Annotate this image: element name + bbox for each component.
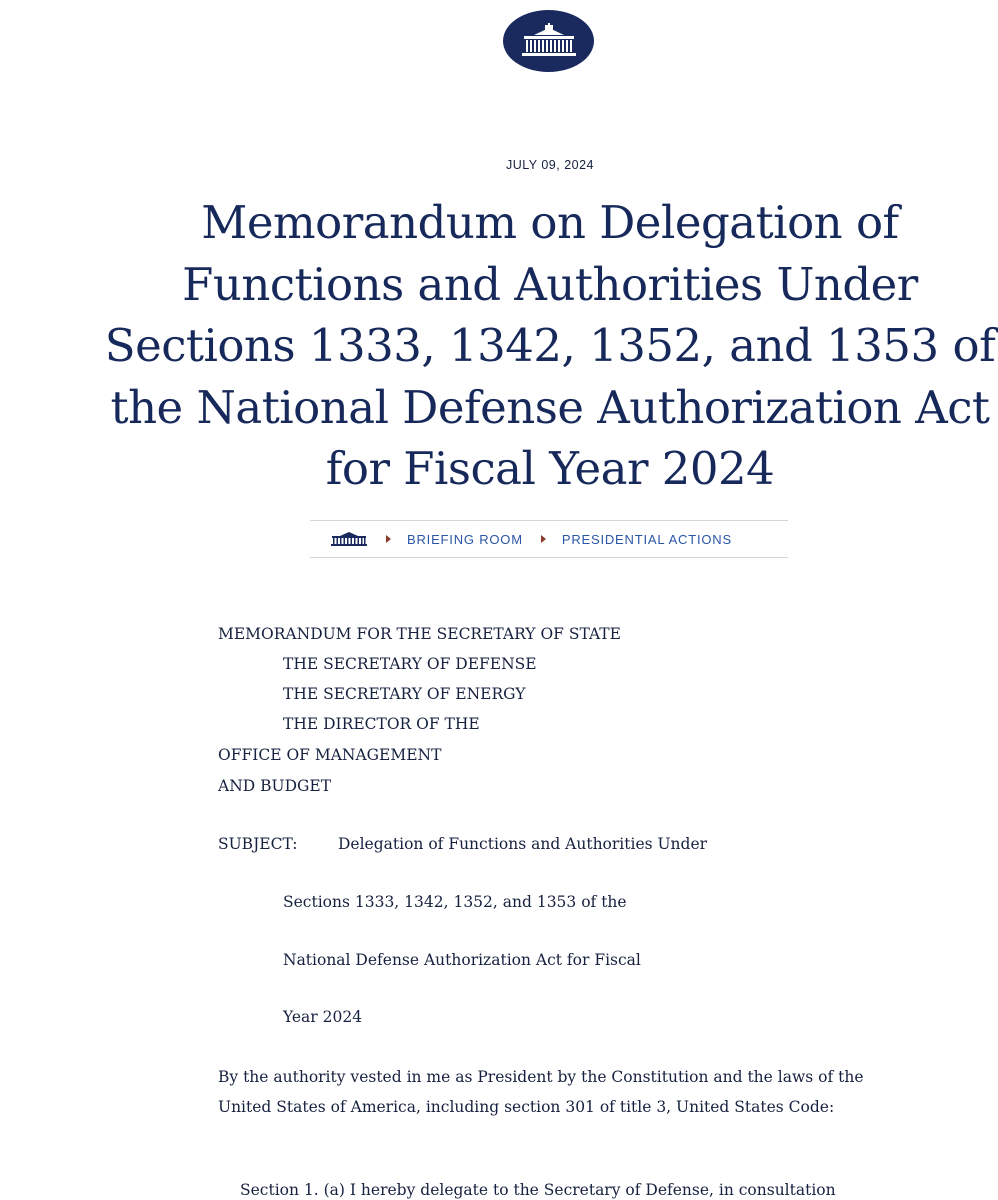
- breadcrumb-presidential-actions[interactable]: PRESIDENTIAL ACTIONS: [561, 531, 732, 547]
- addressee-line: THE SECRETARY OF DEFENSE: [283, 655, 537, 673]
- breadcrumb-briefing-room[interactable]: BRIEFING ROOM: [407, 531, 523, 547]
- section-1-paragraph: Section 1. (a) I hereby delegate to the Secretary of Defense, in consultation: [240, 1181, 836, 1199]
- addressee-line: THE DIRECTOR OF THE: [283, 715, 480, 733]
- white-house-seal-icon[interactable]: [503, 10, 594, 72]
- chevron-right-icon: [386, 535, 391, 543]
- intro-paragraph: By the authority vested in me as President by the Constitution and the laws of the United States of America, including section 301 of title 3, United States Code:: [218, 1068, 864, 1116]
- addressee-line: MEMORANDUM FOR THE SECRETARY OF STATE: [218, 625, 621, 643]
- addressee-line: AND BUDGET: [218, 777, 332, 795]
- subject-line: Year 2024: [283, 1008, 363, 1026]
- chevron-right-icon: [541, 535, 546, 543]
- publish-date: JULY 09, 2024: [505, 158, 595, 172]
- page-title: Memorandum on Delegation of Functions and Authorities Under Sections 1333, 1342, 1352, and 1353 of the National Defense Authorization Act for Fiscal Year 2024: [104, 196, 996, 495]
- white-house-icon: [520, 23, 578, 59]
- subject-label: SUBJECT:: [218, 835, 298, 853]
- breadcrumb: [310, 520, 788, 558]
- subject-line: Sections 1333, 1342, 1352, and 1353 of the: [283, 893, 627, 911]
- subject-line: National Defense Authorization Act for Fiscal: [283, 951, 641, 969]
- subject-line: Delegation of Functions and Authorities Under: [338, 835, 708, 853]
- addressee-line: OFFICE OF MANAGEMENT: [218, 746, 442, 764]
- addressee-line: THE SECRETARY OF ENERGY: [283, 685, 526, 703]
- white-house-icon[interactable]: [330, 532, 368, 546]
